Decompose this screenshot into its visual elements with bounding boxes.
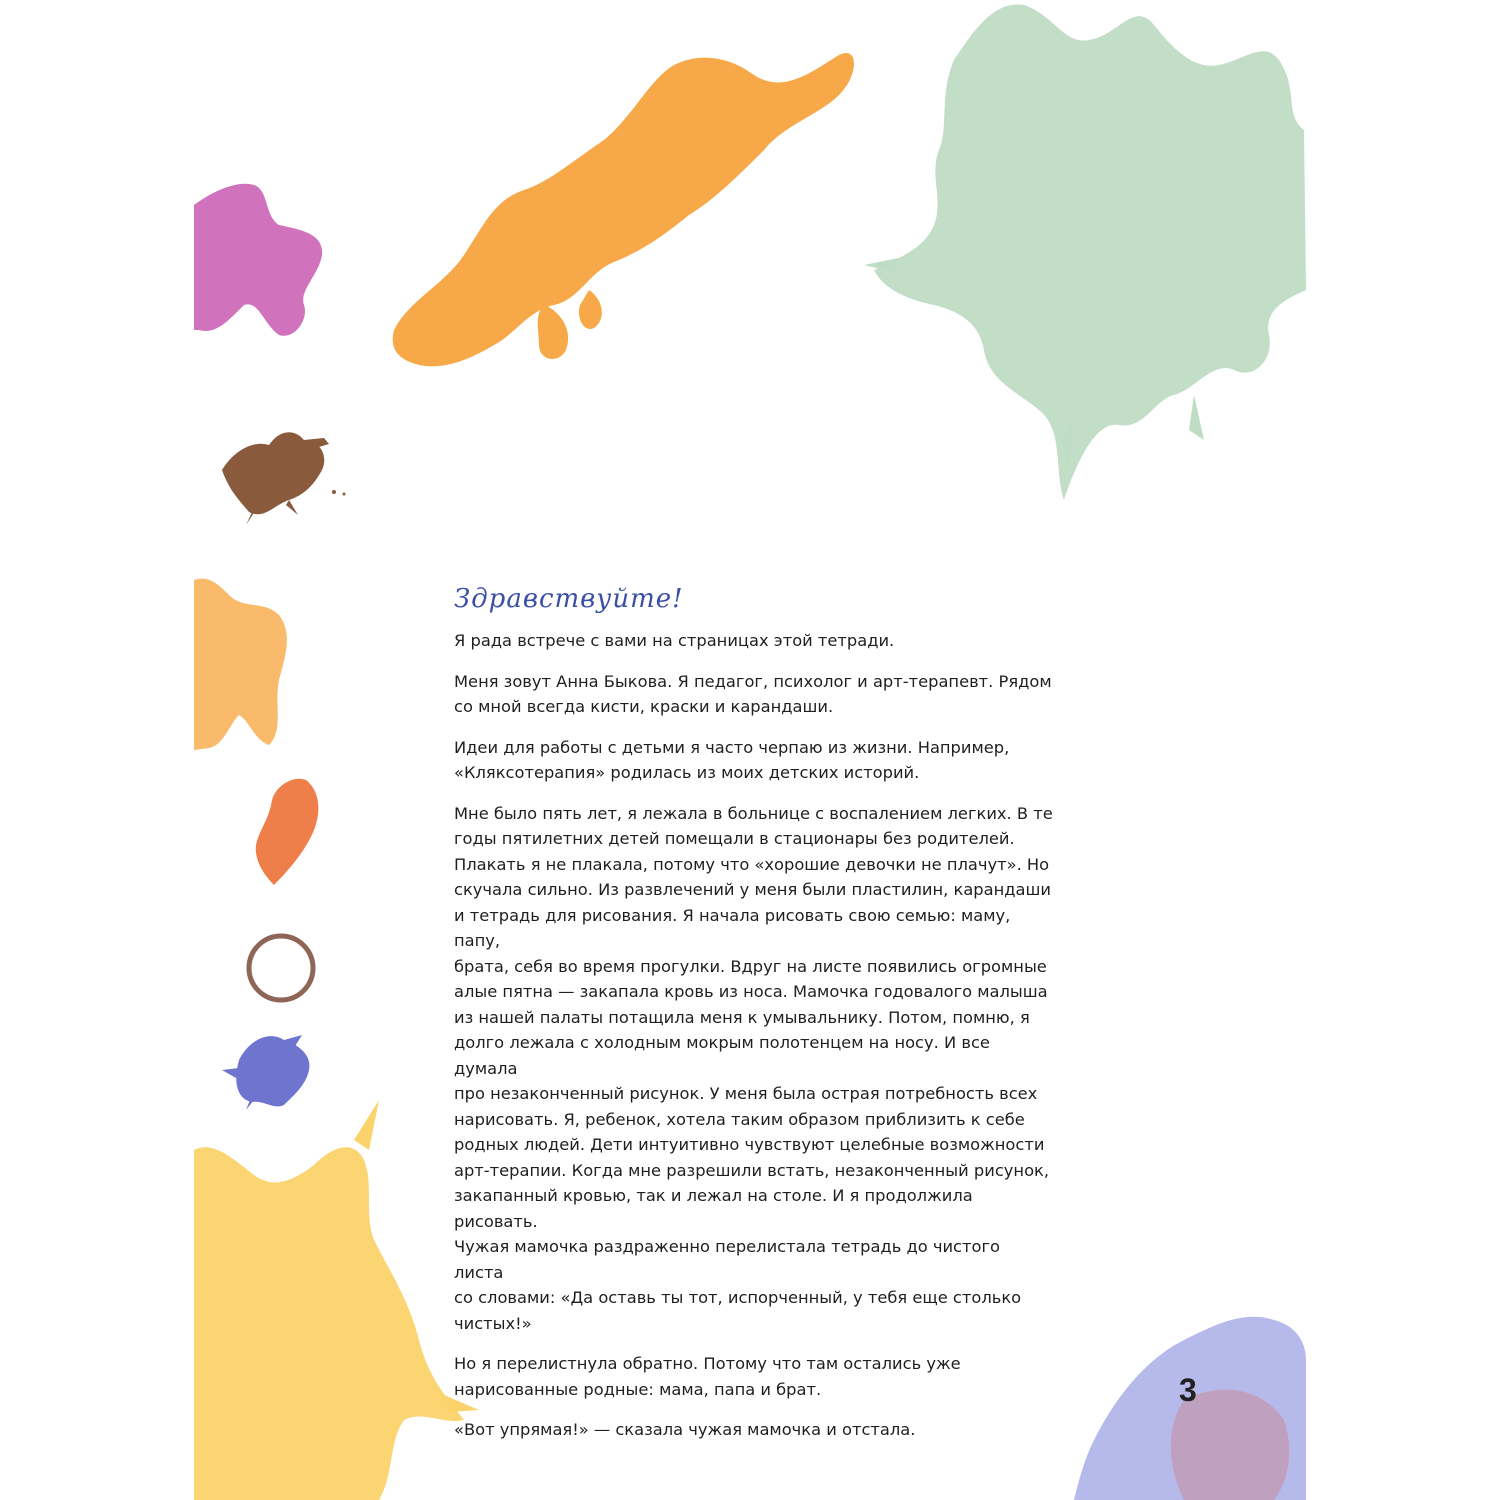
- yellow-blot: [194, 1100, 479, 1500]
- paragraph-4: Мне было пять лет, я лежала в больнице с воспалением легких. В те годы пятилетних детей помещали в стационары без родителей. Плакать я не плакала, потому что «хорошие девочки не плачут». Но скучала сильно. Из развлечений у меня были пластилин, карандаши и тетрадь для рисования. Я начала рисовать свою семью: маму, папу, брата, себя во время прогулки. Вдруг на листе появились огромные алые пятна — закапала кровь из носа. Мамочка годовалого малыша из нашей палаты потащила меня к умывальнику. Потом, помню, я долго лежала с холодным мокрым полотенцем на носу. И все думала про незаконченный рисунок. У меня была острая потребность всех нарисовать. Я, ребенок, хотела таким образом приблизить к себе родных людей. Дети интуитивно чувствуют целебные возможности арт-терапии. Когда мне разрешили встать, незаконченный рисунок, закапанный кровью, так и лежал на столе. И я продолжила рисовать. Чужая мамочка раздраженно перелистала тетрадь до чистого листа со словами: «Да оставь ты тот, испорченный, у тебя еще столько чистых!»: [454, 803, 1053, 1333]
- coral-blot: [256, 779, 319, 885]
- light-orange-blot: [194, 579, 287, 750]
- paragraph-1: Я рада встрече с вами на страницах этой тетради.: [454, 631, 895, 650]
- blue-blot: [222, 1035, 309, 1110]
- page-number: 3: [1179, 1372, 1197, 1408]
- greeting-heading: Здравствуйте!: [454, 584, 684, 614]
- paragraph-5: Но я перелистнула обратно. Потому что там остались уже нарисованные родные: мама, папа и брат.: [454, 1354, 961, 1399]
- paragraph-6: «Вот упрямая!» — сказала чужая мамочка и отстала.: [454, 1420, 916, 1439]
- green-blot: [864, 4, 1306, 500]
- paragraph-3: Идеи для работы с детьми я часто черпаю из жизни. Например, «Кляксотерапия» родилась из моих детских историй.: [454, 737, 1010, 782]
- brown-blot: [222, 432, 346, 525]
- pink-blot: [194, 184, 322, 336]
- brown-ring: [249, 936, 313, 1000]
- paragraph-2: Меня зовут Анна Быкова. Я педагог, психолог и арт-терапевт. Рядом со мной всегда кисти, краски и карандаши.: [454, 671, 1052, 716]
- orange-blot: [393, 53, 854, 366]
- text-column: [454, 584, 1054, 1458]
- notebook-page: [194, 0, 1306, 1500]
